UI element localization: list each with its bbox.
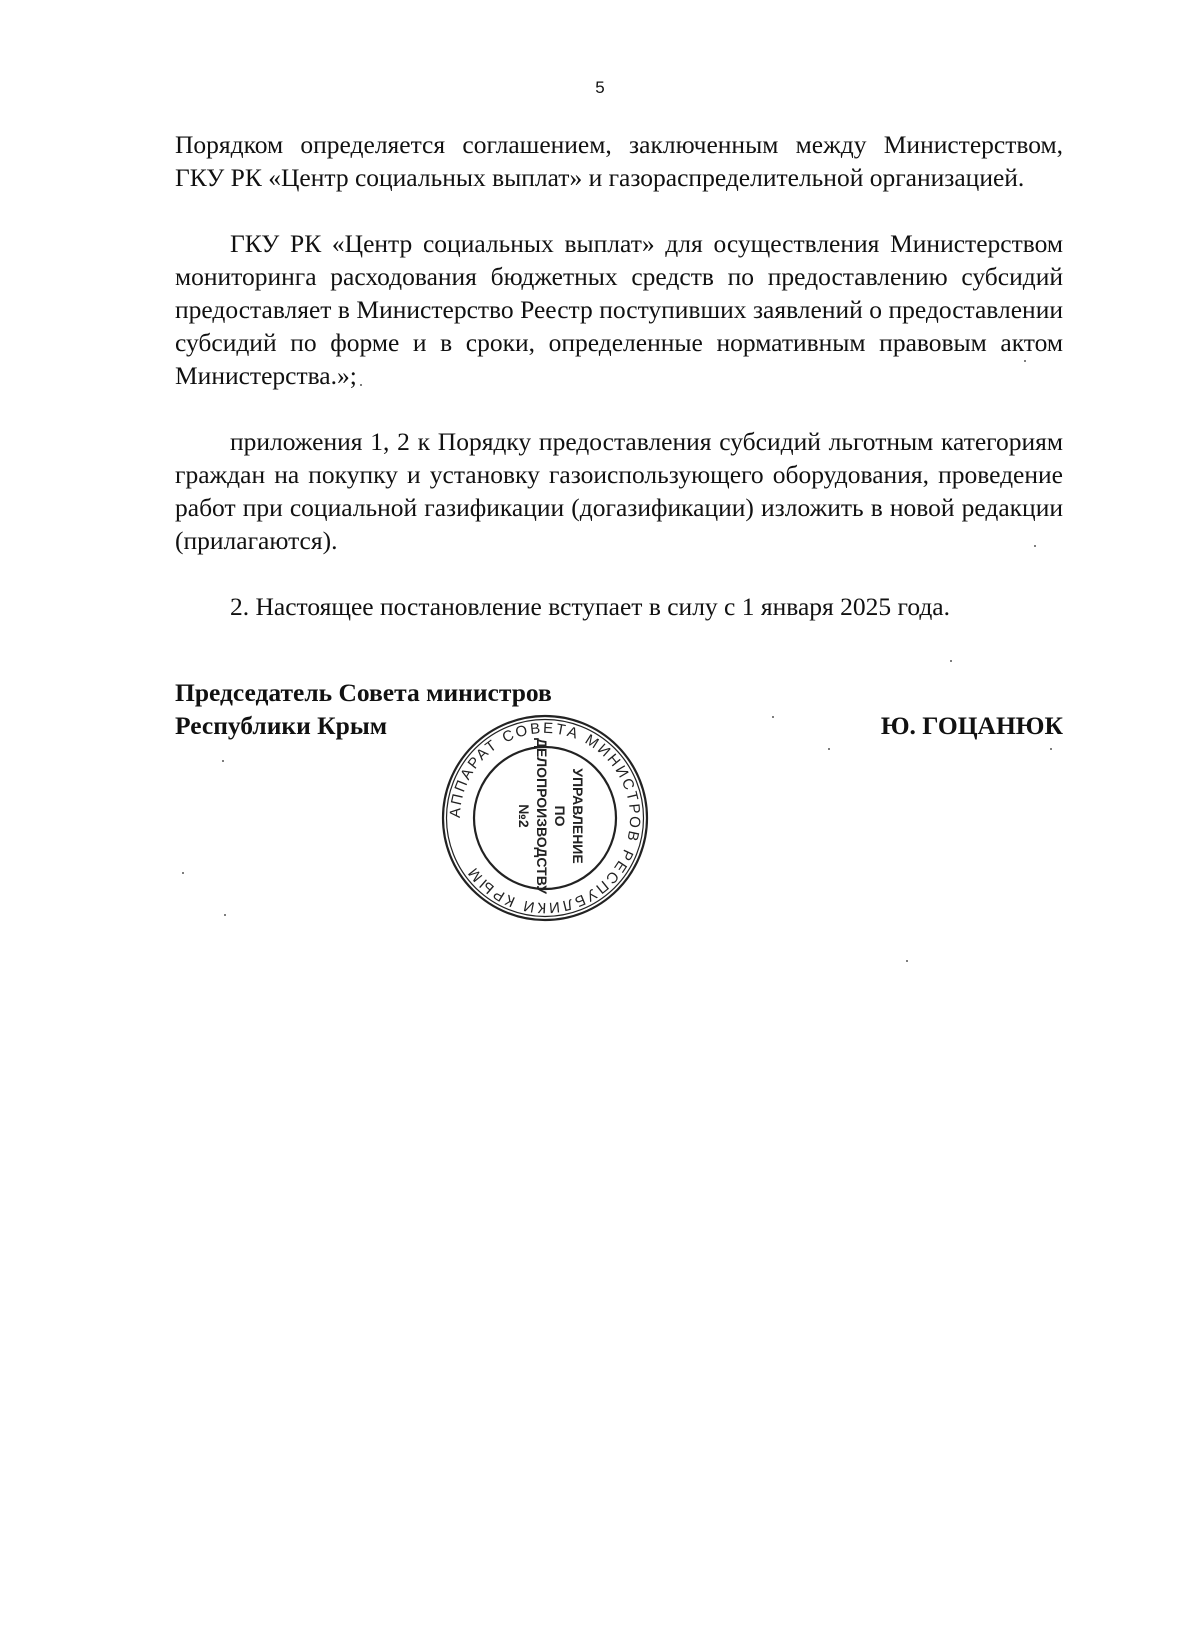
official-stamp xyxy=(436,712,654,924)
scan-speck xyxy=(1024,360,1026,362)
paragraph-3: приложения 1, 2 к Порядку предоставления субсидий льготным категориям граждан на покупку и установку газоиспользующего оборудования, проведение работ при социальной газификации (догазификации) изложить в новой редакции (прилагаются). xyxy=(175,427,1063,555)
scan-speck xyxy=(906,960,908,962)
scan-speck xyxy=(772,716,774,718)
page-number: 5 xyxy=(595,78,605,97)
scan-speck xyxy=(828,748,830,750)
signatory-title-line-2: Республики Крым xyxy=(175,711,388,740)
scan-speck xyxy=(224,914,226,916)
stamp-inner-line-3: ДЕЛОПРОИЗВОДСТВУ xyxy=(534,737,550,895)
stamp-outer-text: АППАРАТ СОВЕТА МИНИСТРОВ РЕСПУБЛИКИ КРЫМ xyxy=(446,719,644,917)
document-body xyxy=(175,128,1063,656)
scan-speck xyxy=(222,760,224,762)
stamp-inner-line-1: УПРАВЛЕНИЕ xyxy=(570,768,586,864)
scan-speck xyxy=(1050,748,1052,750)
scan-speck xyxy=(182,872,184,874)
paragraph-1: Порядком определяется соглашением, заключенным между Министерством, ГКУ РК «Центр социальных выплат» и газораспределительной организацией. xyxy=(175,130,1063,192)
stamp-inner-line-2: ПО xyxy=(552,805,568,827)
stamp-inner-line-4: №2 xyxy=(516,804,532,828)
scan-speck xyxy=(950,660,952,662)
scan-speck xyxy=(360,384,362,386)
paragraph-2: ГКУ РК «Центр социальных выплат» для осуществления Министерством мониторинга расходования бюджетных средств по предоставлению субсидий предоставляет в Министерство Реестр поступивших заявлений о предоставлении субсидий по форме и в сроки, определенные нормативным правовым актом Министерства.»; xyxy=(175,229,1063,390)
signatory-name: Ю. ГОЦАНЮК xyxy=(880,711,1063,740)
paragraph-4: 2. Настоящее постановление вступает в силу с 1 января 2025 года. xyxy=(230,592,951,621)
signatory-title-line-1: Председатель Совета министров xyxy=(175,678,552,707)
scan-speck xyxy=(1034,545,1036,547)
